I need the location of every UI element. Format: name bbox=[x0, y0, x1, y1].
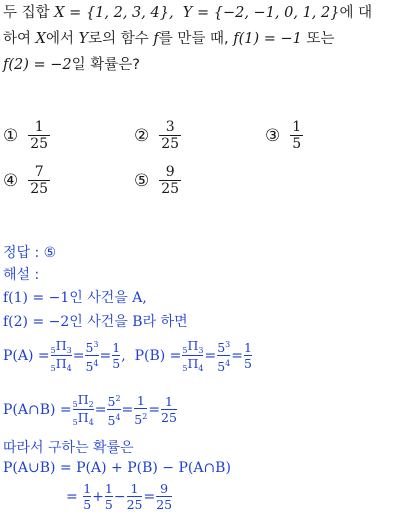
question-line-1: 두 집합 X = {1, 2, 3, 4}, Y = {−2, −1, 0, 1, 2}에 대 bbox=[3, 5, 373, 21]
question-line-3: f(2) = −2일 확률은? bbox=[3, 57, 140, 73]
prob-a-b-line: P(A) = $\frac{_5\Pi_3}{_5\Pi_4}$ = $\frac{5^3}{5^4}$ = $\frac{1}{5}$ , P(B) = $\frac{_5\Pi_3}{_5\Pi_4}$ = $\frac{5^3}{5^4}$ = $\frac{1}{5}$ bbox=[3, 338, 252, 375]
option-4[interactable]: ④ $\frac{7}{25}$ bbox=[3, 164, 49, 197]
therefore-text: 따라서 구하는 확률은 bbox=[3, 440, 134, 456]
option-2[interactable]: ② $\frac{3}{25}$ bbox=[134, 119, 180, 152]
final-computation: = $\frac{1}{5}$ + $\frac{1}{5}$ − $\frac{1}{25}$ = $\frac{9}{25}$ bbox=[66, 481, 173, 512]
option-3[interactable]: ③ $\frac{1}{5}$ bbox=[265, 119, 302, 152]
answer-label: 정답 : ⑤ bbox=[3, 245, 57, 261]
prob-intersection-line: P(A∩B) = $\frac{_5\Pi_2}{_5\Pi_4}$ = $\frac{5^2}{5^4}$ = $\frac{1}{5^2}$ = $\frac{1}{25}$ bbox=[3, 392, 177, 429]
option-1[interactable]: ① $\frac{1}{25}$ bbox=[3, 119, 49, 152]
set-x: X = {1, 2, 3, 4}, bbox=[54, 5, 174, 21]
event-a-text: f(1) = −1인 사건을 A, bbox=[3, 290, 147, 306]
set-y: Y = {−2, −1, 0, 1, 2} bbox=[182, 5, 340, 21]
union-formula: P(A∪B) = P(A) + P(B) − P(A∩B) bbox=[3, 460, 231, 476]
option-5[interactable]: ⑤ $\frac{9}{25}$ bbox=[134, 164, 180, 197]
question-line-2: 하여 X에서 Y로의 함수 f를 만들 때, f(1) = −1 또는 bbox=[3, 31, 335, 47]
event-b-text: f(2) = −2인 사건을 B라 하면 bbox=[3, 314, 188, 330]
explain-label: 해설 : bbox=[3, 267, 40, 283]
